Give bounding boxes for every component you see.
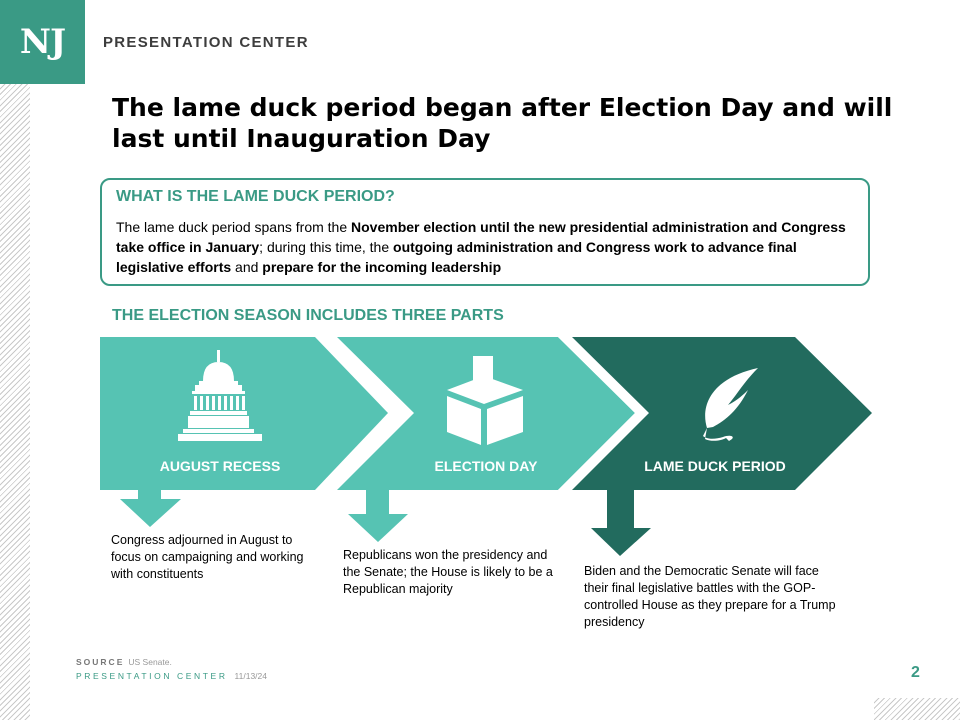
info-text-bold: outgoing administration and Congress work to advance final legislative efforts: [116, 239, 797, 275]
stage-description-august: Congress adjourned in August to focus on campaigning and working with constituents: [111, 533, 304, 581]
stage-description-election: Republicans won the presidency and the Senate; the House is likely to be a Republican majority: [343, 548, 553, 596]
footer-brand-text: PRESENTATION CENTER: [76, 671, 228, 681]
stage-arrow-election: [348, 488, 408, 542]
source-value: US Senate.: [128, 657, 172, 667]
footer-source: [76, 657, 172, 667]
footer-date: 11/13/24: [234, 671, 268, 681]
page-number: 2: [911, 664, 920, 681]
stage-arrow-lameduck: [591, 488, 651, 556]
footer-brand: [76, 671, 267, 681]
stage-label-august-recess: AUGUST RECESS: [159, 458, 281, 474]
brand-title: PRESENTATION CENTER: [103, 34, 309, 51]
stage-description-lameduck: Biden and the Democratic Senate will face their final legislative battles with the GOP-controlled House as they prepare for a Trump presidency: [584, 564, 836, 629]
season-heading: THE ELECTION SEASON INCLUDES THREE PARTS: [112, 307, 504, 324]
source-label: SOURCE: [76, 657, 125, 667]
info-text-bold: November election until the new presidential administration and Congress take office in January: [116, 219, 846, 255]
info-heading: WHAT IS THE LAME DUCK PERIOD?: [116, 188, 395, 205]
info-text-bold: prepare for the incoming leadership: [262, 259, 502, 275]
stage-label-election-day: ELECTION DAY: [434, 458, 538, 474]
logo-text: NJ: [19, 22, 66, 62]
info-text: The lame duck period spans from the: [116, 219, 352, 235]
stage-label-lame-duck: LAME DUCK PERIOD: [644, 458, 786, 474]
stage-arrow-august: [120, 488, 181, 527]
info-text: ; during this time, the: [259, 239, 394, 255]
info-text: and: [231, 259, 263, 275]
page-title: The lame duck period began after Election Day and will last until Inauguration Day: [112, 93, 893, 153]
